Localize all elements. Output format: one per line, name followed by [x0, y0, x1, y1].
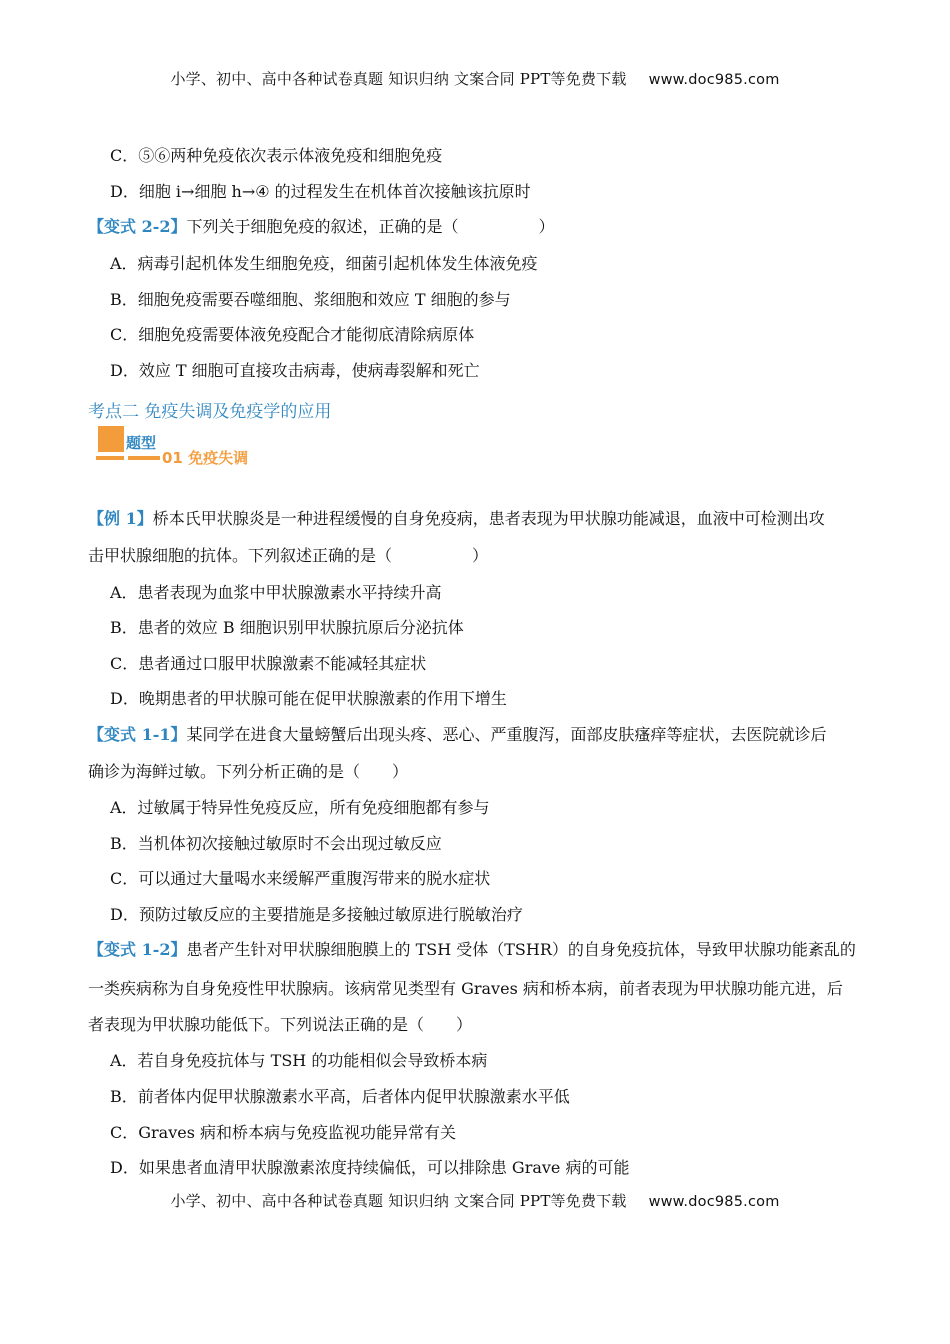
page-header	[0, 68, 950, 89]
variant-1-1-tag: 【变式 1-1】	[88, 725, 187, 744]
example-1-stem-line2: 击甲状腺细胞的抗体。下列叙述正确的是（ ）	[88, 546, 489, 565]
variant-1-1-option-a: A．过敏属于特异性免疫反应，所有免疫细胞都有参与	[110, 798, 490, 817]
variant-1-2-option-d: D．如果患者血清甲状腺激素浓度持续偏低，可以排除患 Grave 病的可能	[110, 1158, 630, 1177]
footer-site-link[interactable]: www.doc985.com	[648, 1194, 780, 1210]
example-1-option-c: C．患者通过口服甲状腺激素不能减轻其症状	[110, 654, 427, 673]
variant-1-1-option-d: D．预防过敏反应的主要措施是多接触过敏原进行脱敏治疗	[110, 905, 523, 924]
variant-1-1-option-c: C．可以通过大量喝水来缓解严重腹泻带来的脱水症状	[110, 869, 491, 888]
variant-1-1-stem-line2: 确诊为海鲜过敏。下列分析正确的是（ ）	[88, 762, 409, 781]
example-1-option-d: D．晚期患者的甲状腺可能在促甲状腺激素的作用下增生	[110, 689, 507, 708]
variant-2-2-option-b: B．细胞免疫需要吞噬细胞、浆细胞和效应 T 细胞的参与	[110, 290, 511, 309]
variant-1-1-stem-line1	[88, 725, 827, 745]
example-1-option-a: A．患者表现为血浆中甲状腺激素水平持续升高	[110, 583, 442, 602]
header-text: 小学、初中、高中各种试卷真题 知识归纳 文案合同 PPT等免费下载	[170, 70, 627, 88]
variant-1-2-option-b: B．前者体内促甲状腺激素水平高，后者体内促甲状腺激素水平低	[110, 1087, 570, 1106]
page-footer	[0, 1190, 950, 1211]
variant-1-2-stem-line3: 者表现为甲状腺功能低下。下列说法正确的是（ ）	[88, 1015, 473, 1034]
section-title: 考点二 免疫失调及免疫学的应用	[88, 402, 332, 422]
footer-text: 小学、初中、高中各种试卷真题 知识归纳 文案合同 PPT等免费下载	[170, 1192, 627, 1210]
prev-option-c: C．⑤⑥两种免疫依次表示体液免疫和细胞免疫	[110, 146, 443, 165]
variant-1-2-option-a: A．若自身免疫抗体与 TSH 的功能相似会导致桥本病	[110, 1051, 488, 1070]
badge-square-icon	[98, 426, 124, 452]
variant-1-2-text: 患者产生针对甲状腺细胞膜上的 TSH 受体（TSHR）的自身免疫抗体，导致甲状腺功能紊乱的	[186, 940, 856, 959]
badge-underline-icon	[96, 456, 124, 460]
example-1-text: 桥本氏甲状腺炎是一种进程缓慢的自身免疫病，患者表现为甲状腺功能减退，血液中可检测出攻	[152, 509, 825, 528]
badge-word: 题型	[126, 434, 157, 452]
variant-2-2-option-d: D．效应 T 细胞可直接攻击病毒，使病毒裂解和死亡	[110, 361, 480, 380]
variant-1-1-text: 某同学在进食大量螃蟹后出现头疼、恶心、严重腹泻，面部皮肤瘙痒等症状，去医院就诊后	[186, 725, 827, 744]
variant-1-1-option-b: B．当机体初次接触过敏原时不会出现过敏反应	[110, 834, 442, 853]
prev-option-d: D．细胞 i→细胞 h→④ 的过程发生在机体首次接触该抗原时	[110, 182, 531, 201]
variant-2-2-tag: 【变式 2-2】	[88, 217, 187, 236]
variant-1-2-option-c: C．Graves 病和桥本病与免疫监视功能异常有关	[110, 1123, 457, 1142]
variant-1-2-stem-line2: 一类疾病称为自身免疫性甲状腺病。该病常见类型有 Graves 病和桥本病，前者表现为甲状腺功能亢进，后	[88, 979, 843, 998]
example-1-stem-line1	[88, 509, 825, 529]
example-1-tag: 【例 1】	[88, 509, 153, 528]
variant-2-2-stem	[88, 217, 555, 237]
question-type-badge	[96, 426, 266, 466]
variant-2-2-question: 下列关于细胞免疫的叙述，正确的是（ ）	[186, 217, 555, 236]
badge-underline-icon	[128, 456, 160, 460]
variant-2-2-option-c: C．细胞免疫需要体液免疫配合才能彻底清除病原体	[110, 325, 475, 344]
badge-label: 01 免疫失调	[162, 449, 249, 467]
example-1-option-b: B．患者的效应 B 细胞识别甲状腺抗原后分泌抗体	[110, 618, 464, 637]
variant-1-2-stem-line1	[88, 940, 856, 960]
variant-1-2-tag: 【变式 1-2】	[88, 940, 187, 959]
variant-2-2-option-a: A．病毒引起机体发生细胞免疫，细菌引起机体发生体液免疫	[110, 254, 538, 273]
header-site-link[interactable]: www.doc985.com	[648, 72, 780, 88]
